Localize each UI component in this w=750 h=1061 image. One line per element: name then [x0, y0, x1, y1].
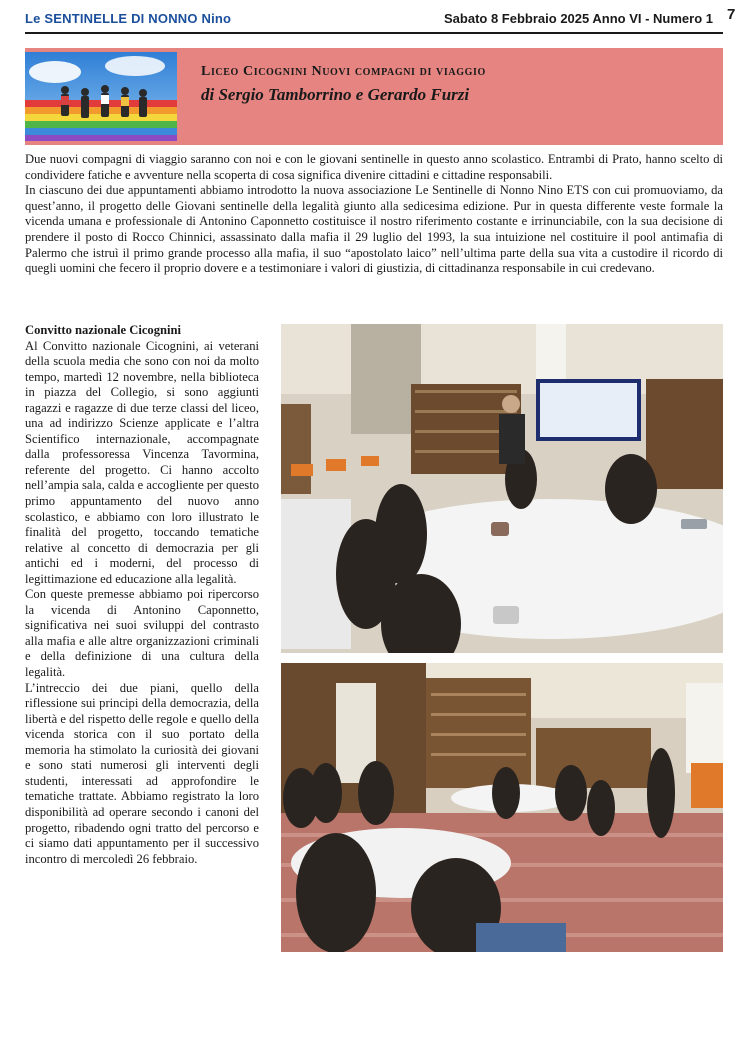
intro-paragraph: Due nuovi compagni di viaggio saranno con noi e con le giovani sentinelle in questo anno scolastico. Entrambi di Prato, hanno scelto di condividere fatiche e avventure nella scoperta di cosa significa divenire cittadini e cittadine responsabili.: [25, 152, 723, 182]
column-paragraph: L’intreccio dei due piani, quello della riflessione sui principi della democrazia, della libertà e del rispetto delle regole e quello della vicenda storica con il suo portato della memoria ha stimolato la curiosità dei giovani e sono stati numerosi gli interventi degli studenti, interessati ad approfondire le tematiche trattate. Abbiamo registrato la loro disponibilità ad operare secondo i canoni del progetto, ribadendo ogni tratto del percorso e ci siamo dati appuntamento per il successivo incontro di mercoledì 26 febbraio.: [25, 680, 259, 866]
column-paragraph: Al Convitto nazionale Cicognini, ai veterani della scuola media che sono con noi da molto tempo, martedì 12 novembre, nella biblioteca in piazza del Collegio, si sono aggiunti ragazzi e ragazze di due terze classi del liceo, una ad indirizzo Scienze applicate e l’altra Scientifico internazionale, accompagnate dalla professoressa Vincenza Tavormina, referente del progetto. Ci hanno accolto nell’ampia sala, calda e accogliente per questo primo appuntamento del nuovo anno scolastico, e abbiamo con loro illustrato le finalità del progetto, toccando tematiche relative al concetto di democrazia per gli antichi ed i moderni, del processo di legittimazione ed educazione alla legalità.: [25, 338, 259, 586]
page-number: 7: [727, 6, 736, 23]
issue-info: Sabato 8 Febbraio 2025 Anno VI - Numero 1: [444, 11, 713, 26]
intro-paragraph: In ciascuno dei due appuntamenti abbiamo introdotto la nuova associazione Le Sentinelle di Nonno Nino ETS con cui promuoviamo, da quest’anno, il progetto delle Giovani sentinelle della legalità giunto alla sedicesima edizione. Pur in questa differente veste formale la vicenda umana e professionale di Antonino Caponnetto costituisce il nostro riferimento costante e irrinunciabile, con la sua decisione di prendere il posto di Rocco Chinnici, assassinato dalla mafia il 29 luglio del 1993, la sua intuizione nel costituire il pool antimafia di Palermo che istruì il primo grande processo alla mafia, il suo “apostolato laico” nell’ultima parte della sua vita a custodire il ricordo di quegli uomini che fecero il proprio dovere e a testimoniare i valori di giustizia, di cittadinanza responsabile in cui credevano.: [25, 183, 723, 276]
intro-text: [25, 152, 723, 277]
library-meeting-photo: [281, 324, 723, 653]
article-byline: di Sergio Tamborrino e Gerardo Furzi: [201, 85, 470, 104]
article-kicker: Liceo Cicognini Nuovi compagni di viaggio: [201, 64, 486, 79]
article-banner: [25, 48, 723, 145]
article-column: [25, 323, 259, 867]
library-students-photo: [281, 663, 723, 952]
header-rule: [25, 32, 723, 34]
newsletter-title: Le SENTINELLE DI NONNO Nino: [25, 11, 232, 26]
page-header: [25, 8, 723, 32]
banner-illustration: [25, 52, 177, 141]
column-paragraph: Con queste premesse abbiamo poi ripercorso la vicenda di Antonino Caponnetto, significativa nei suoi sviluppi del contrasto alla mafia e alle altre organizzazioni criminali e della definizione di una cultura della legalità.: [25, 587, 259, 680]
section-subheading: Convitto nazionale Cicognini: [25, 323, 182, 337]
